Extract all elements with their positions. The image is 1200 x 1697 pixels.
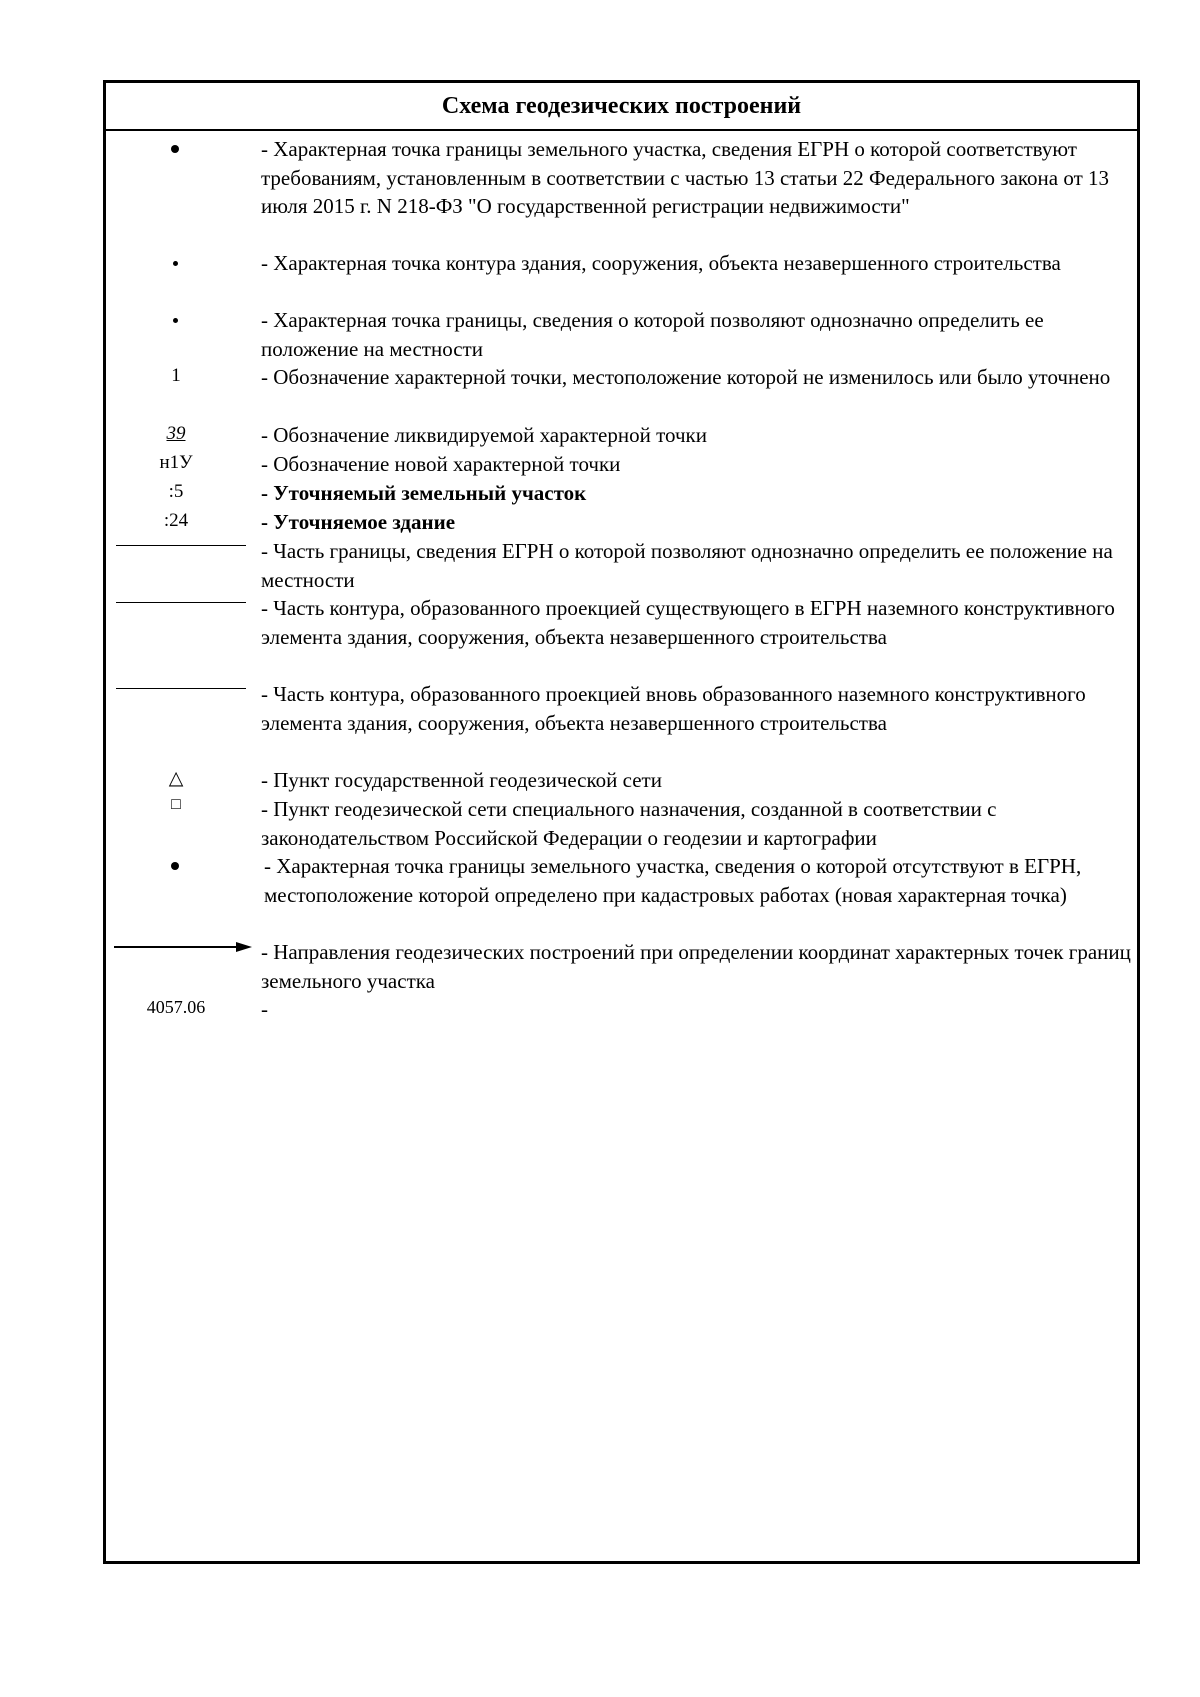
length-value-symbol: 4057.06 bbox=[146, 997, 206, 1017]
legend-title: Схема геодезических построений bbox=[106, 83, 1137, 131]
arrow-icon bbox=[114, 940, 252, 954]
legend-text: - Пункт геодезической сети специального назначения, созданной в соответствии с законодательством Российской Федерации о геодезии и картографии bbox=[261, 797, 997, 850]
small-dot-icon bbox=[173, 261, 178, 266]
legend-frame bbox=[103, 80, 1140, 1564]
square-icon: □ bbox=[171, 796, 181, 813]
filled-circle-icon bbox=[171, 145, 179, 153]
legend-text: - Обозначение новой характерной точки bbox=[261, 452, 621, 476]
line-icon bbox=[116, 602, 246, 603]
liquidated-point-symbol: 39 bbox=[166, 423, 186, 444]
building-symbol: :24 bbox=[163, 510, 189, 531]
legend-text: - Направления геодезических построений при определении координат характерных точек границ земельного участка bbox=[261, 940, 1131, 993]
legend-text: - Уточняемый земельный участок bbox=[261, 481, 587, 505]
legend-text: - Часть контура, образованного проекцией вновь образованного наземного конструктивного элемента здания, сооружения, объекта незавершенного строительства bbox=[261, 682, 1086, 735]
legend-text: - Характерная точка границы, сведения о которой позволяют однозначно определить ее положение на местности bbox=[261, 308, 1044, 361]
bottom-rule bbox=[143, 1562, 1098, 1564]
line-icon bbox=[116, 688, 246, 689]
legend-text: - Обозначение ликвидируемой характерной точки bbox=[261, 423, 707, 447]
new-point-symbol: н1У bbox=[159, 452, 193, 473]
legend-text: - Характерная точка контура здания, сооружения, объекта незавершенного строительства bbox=[261, 251, 1061, 275]
filled-circle-icon bbox=[171, 862, 179, 870]
legend-text: - bbox=[261, 997, 268, 1021]
triangle-icon: △ bbox=[168, 768, 184, 789]
legend-text: - Уточняемое здание bbox=[261, 510, 456, 534]
legend-text: - Пункт государственной геодезической сети bbox=[261, 768, 662, 792]
point-label-symbol: 1 bbox=[171, 365, 181, 386]
line-icon bbox=[116, 545, 246, 546]
legend-text: - Обозначение характерной точки, местоположение которой не изменилось или было уточнено bbox=[261, 365, 1111, 389]
legend-text: - Характерная точка границы земельного участка, сведения ЕГРН о которой соответствуют требованиям, установленным в соответствии с частью 13 статьи 22 Федерального закона от 13 июля 2015 г. N 218-ФЗ "О государственной регистрации недвижимости" bbox=[261, 137, 1110, 218]
land-plot-symbol: :5 bbox=[168, 481, 184, 502]
legend-text: - Часть контура, образованного проекцией существующего в ЕГРН наземного конструктивного элемента здания, сооружения, объекта незавершенного строительства bbox=[261, 596, 1115, 649]
small-dot-icon bbox=[173, 318, 178, 323]
legend-text: - Часть границы, сведения ЕГРН о которой позволяют однозначно определить ее положение на местности bbox=[261, 539, 1113, 592]
legend-text: - Характерная точка границы земельного участка, сведения о которой отсутствуют в ЕГРН, местоположение которой определено при кадастровых работах (новая характерная точка) bbox=[264, 854, 1082, 907]
